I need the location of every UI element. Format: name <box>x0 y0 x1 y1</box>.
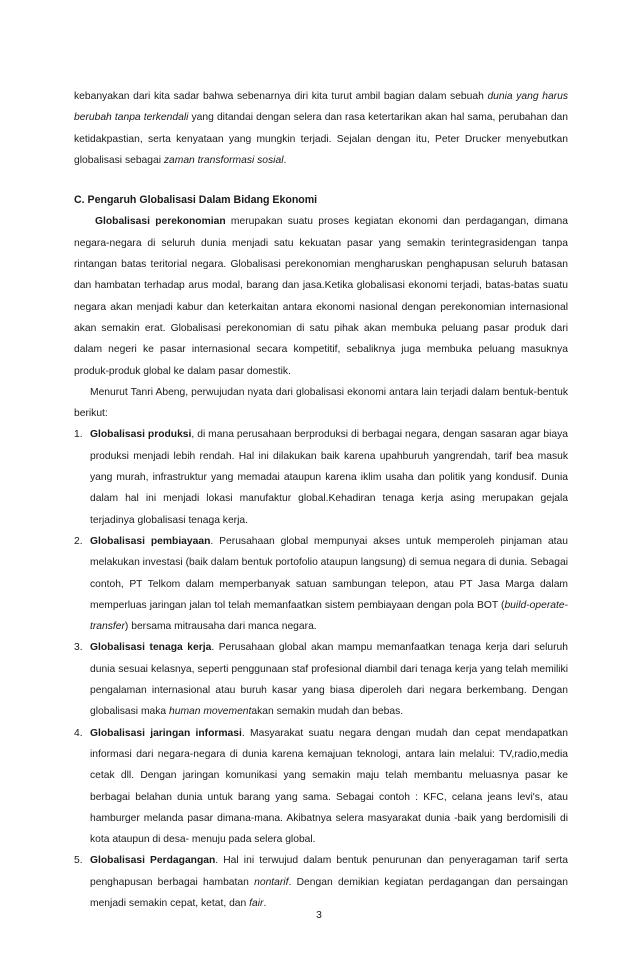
intro-end: . <box>283 154 287 166</box>
list-item-text-2: akan semakin mudah dan bebas. <box>251 706 404 718</box>
list-item-text-2: . Dengan demikian kegiatan perdagangan dan persaingan menjadi semakin cepat, ketat, dan <box>90 876 568 909</box>
list-item <box>74 637 568 722</box>
section-paragraph-2: Menurut Tanri Abeng, perwujudan nyata dari globalisasi ekonomi antara lain terjadi dalam bentuk-bentuk berikut: <box>74 386 568 420</box>
list-item-number: 5. <box>74 855 83 867</box>
page-number: 3 <box>316 910 322 921</box>
document-page <box>74 86 568 914</box>
section-paragraph-1 <box>74 211 568 381</box>
list-item <box>74 531 568 637</box>
list-item-text: , di mana perusahaan berproduksi di berbagai negara, dengan sasaran agar biaya produksi menjadi lebih rendah. Hal ini dilakukan baik karena upahburuh yangrendah, tarif bea masuk yang murah, infrastruktur yang memadai ataupun karena iklim usaha dan politik yang kondusif. Dunia dalam hal ini menjadi lokasi manufaktur global.Kehadiran tenaga kerja asing merupakan gejala terjadinya globalisasi tenaga kerja. <box>90 429 569 526</box>
intro-paragraph <box>74 86 568 171</box>
intro-italic-2: zaman transformasi sosial <box>163 154 284 166</box>
list-item-title: Globalisasi produksi <box>90 429 192 441</box>
list-item-title: Globalisasi tenaga kerja <box>90 642 212 654</box>
list-item-text: . Hal ini terwujud dalam bentuk penurunan dan penyeragaman tarif serta penghapusan berbagai hambatan <box>90 855 568 888</box>
list-item-title: Globalisasi jaringan informasi <box>90 727 242 739</box>
section-paragraph-1-bold: Globalisasi perekonomian <box>95 216 226 228</box>
list-item <box>74 723 568 851</box>
section-heading: C. Pengaruh Globalisasi Dalam Bidang Ekonomi <box>74 194 318 207</box>
list-item <box>74 850 568 914</box>
intro-text: kebanyakan dari kita sadar bahwa sebenarnya diri kita turut ambil bagian dalam sebuah <box>74 91 488 102</box>
forms-list <box>74 424 568 914</box>
list-item-title: Globalisasi pembiayaan <box>90 535 211 547</box>
list-item-italic: nontarif <box>254 876 289 888</box>
list-item-number: 3. <box>74 642 83 654</box>
list-item-italic: build-operate-transfer <box>90 599 568 633</box>
list-item-text: . Masyarakat suatu negara dengan mudah dan cepat mendapatkan informasi dari negara-negara di dunia karena kemajuan teknologi, antara lain melalui: TV,radio,media cetak dll. Dengan jaringan komunikasi yang semakin maju telah membantu meluasnya pasar ke berbagai belahan dunia untuk barang yang sama. Sebagai contoh : KFC, celana jeans levi's, atau hamburger melanda pasar dimana-mana. Akibatnya selera masyarakat dunia -baik yang berdomisili di kota ataupun di desa- menuju pada selera global. <box>90 727 568 846</box>
intro-italic: dunia yang harus berubah tanpa terkendali <box>74 91 568 124</box>
list-item-number: 4. <box>74 727 83 739</box>
list-item-italic-2: fair <box>249 897 264 909</box>
list-item-number: 2. <box>74 535 83 547</box>
section-paragraph-1-text: merupakan suatu proses kegiatan ekonomi dan perdagangan, dimana negara-negara di seluruh dunia menjadi satu kekuatan pasar yang semakin terintegrasidengan tanpa rintangan batas teritorial negara. Globalisasi perekonomian mengharuskan penghapusan seluruh batasan dan hambatan terhadap arus modal, barang dan jasa.Ketika globalisasi ekonomi terjadi, batas-batas suatu negara akan menjadi kabur dan keterkaitan antara ekonomi nasional dengan perekonomian internasional akan semakin erat. Globalisasi perekonomian di satu pihak akan membuka peluang pasar produk dari dalam negeri ke pasar internasional secara kompetitif, sebaliknya juga membuka peluang masuknya produk-produk global ke dalam pasar domestik. <box>74 216 568 377</box>
list-item-end: . <box>263 897 267 909</box>
list-item-text: . Perusahaan global mempunyai akses untuk memperoleh pinjaman atau melakukan investasi (baik dalam bentuk portofolio ataupun langsung) di semua negara di dunia. Sebagai contoh, PT Telkom dalam memperbanyak satuan sambungan telepon, atau PT Jasa Marga dalam memperluas jaringan jalan tol telah memanfaatkan sistem pembiayaan dengan pola BOT ( <box>90 535 568 611</box>
list-item-text-2: ) bersama mitrausaha dari manca negara. <box>124 621 317 633</box>
list-item-italic: human movement <box>168 706 252 718</box>
list-item-number: 1. <box>74 429 83 441</box>
intro-text-2: yang ditandai dengan selera dan rasa ketertarikan akan hal sama, perubahan dan ketidakpastian, serta kenyataan yang mungkin terjadi. Sejalan dengan itu, Peter Drucker menyebutkan globalisasi sebagai <box>74 112 568 166</box>
list-item-text: . Perusahaan global akan mampu memanfaatkan tenaga kerja dari seluruh dunia sesuai kelasnya, seperti penggunaan staf profesional diambil dari tenaga kerja yang telah memiliki pengalaman internasional atau buruh kasar yang biasa diperoleh dari negara berkembang. Dengan globalisasi maka <box>90 642 568 718</box>
list-item-title: Globalisasi Perdagangan <box>90 855 216 867</box>
list-item <box>74 424 568 530</box>
